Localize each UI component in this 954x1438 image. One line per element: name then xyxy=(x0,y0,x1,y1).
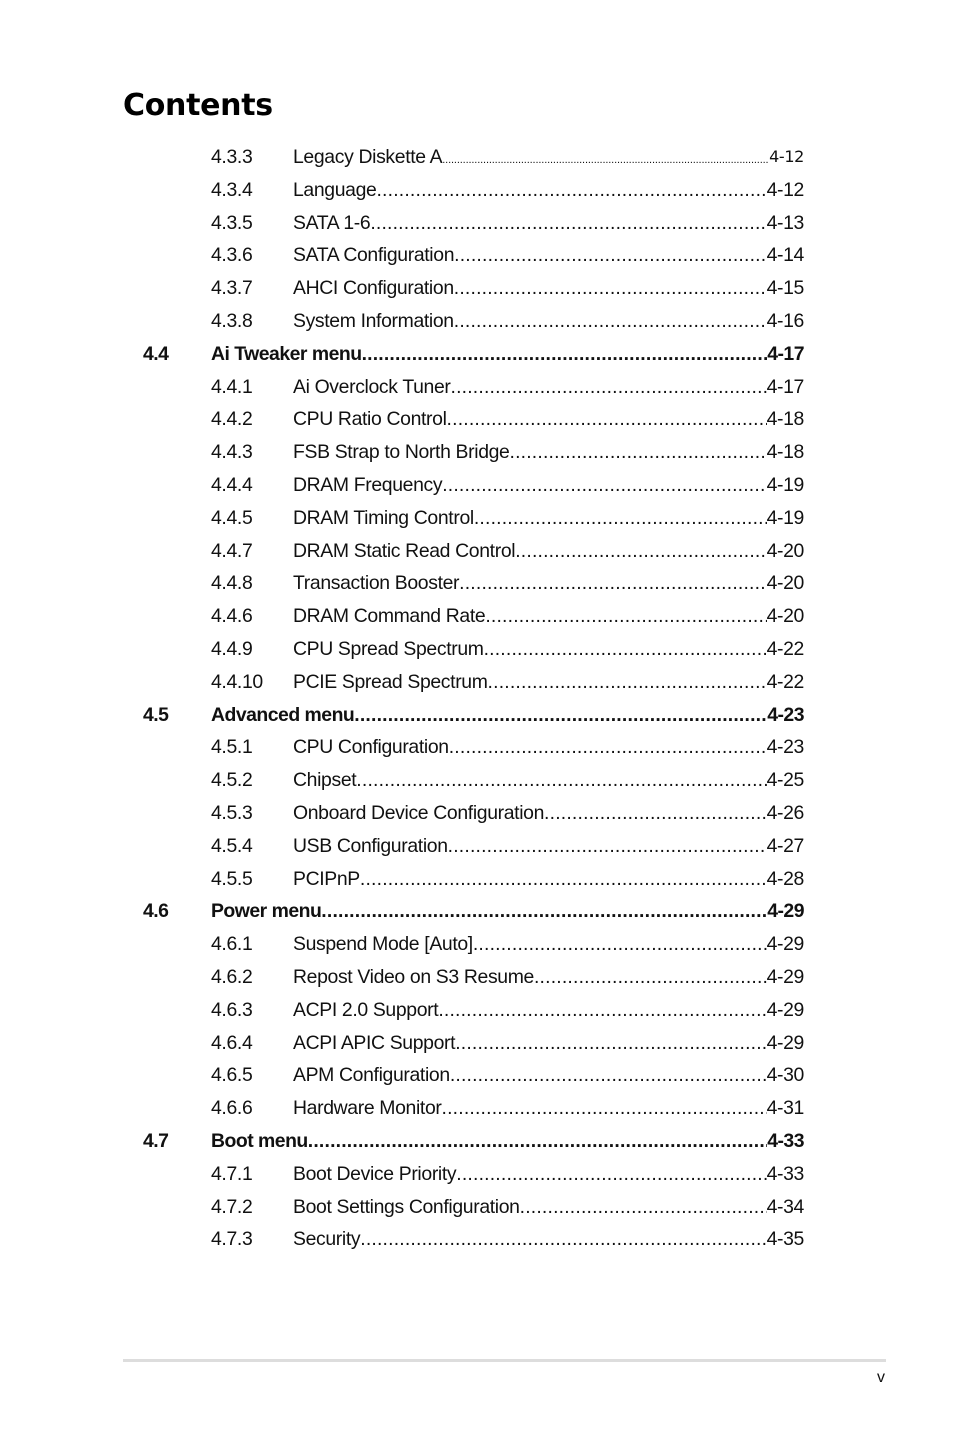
toc-entry-page: 4-33 xyxy=(767,1129,804,1152)
toc-entry xyxy=(293,141,804,177)
toc-entry xyxy=(293,535,804,568)
toc-entry-number: 4.6.2 xyxy=(211,965,253,988)
dot-leader xyxy=(534,961,767,994)
toc-entry xyxy=(293,174,804,207)
toc-entry-title: Chipset xyxy=(293,769,357,792)
dot-leader xyxy=(454,272,767,305)
toc-entry-number: 4.5.4 xyxy=(211,834,253,857)
toc-entry xyxy=(293,403,804,436)
toc-entry-title: Legacy Diskette A xyxy=(293,146,443,168)
dot-leader xyxy=(448,830,767,863)
toc-entry-page: 4-35 xyxy=(766,1228,804,1251)
toc-entry xyxy=(211,895,804,928)
dot-leader xyxy=(454,239,766,272)
toc-entry-row xyxy=(0,1223,954,1256)
toc-entry-title: DRAM Static Read Control xyxy=(293,539,516,562)
dot-leader xyxy=(488,666,767,699)
toc-entry-title: USB Configuration xyxy=(293,834,448,857)
toc-entry-page: 4-30 xyxy=(766,1064,804,1087)
toc-entry-title: Repost Video on S3 Resume xyxy=(293,965,534,988)
dot-leader xyxy=(484,633,767,666)
toc-entry-number: 4.5.3 xyxy=(211,801,253,824)
dot-leader xyxy=(510,436,767,469)
toc-entry-page: 4-27 xyxy=(766,834,804,857)
toc-entry-row xyxy=(0,272,954,305)
toc-entry-page: 4-29 xyxy=(766,1031,804,1054)
toc-entry-page: 4-31 xyxy=(766,1097,804,1120)
toc-entry-row xyxy=(0,239,954,272)
toc-entry xyxy=(293,994,804,1027)
dot-leader xyxy=(354,699,767,732)
toc-entry-number: 4.3.6 xyxy=(211,244,253,267)
toc-entry-number: 4.3.3 xyxy=(211,146,253,168)
toc-entry-row xyxy=(0,928,954,961)
dot-leader xyxy=(360,863,767,896)
toc-entry-number: 4.4.9 xyxy=(211,637,253,660)
toc-entry-row xyxy=(0,764,954,797)
toc-entry-number: 4.6.6 xyxy=(211,1097,253,1120)
toc-entry-title: APM Configuration xyxy=(293,1064,450,1087)
toc-entry-number: 4.4.3 xyxy=(211,441,253,464)
toc-entry-title: SATA Configuration xyxy=(293,244,455,267)
toc-entry-page: 4-33 xyxy=(766,1162,804,1185)
toc-entry xyxy=(293,469,804,502)
toc-entry-number: 4.3.7 xyxy=(211,277,253,300)
toc-section-row xyxy=(0,699,954,732)
toc-entry-title: Boot Device Priority xyxy=(293,1162,457,1185)
toc-section-row xyxy=(0,895,954,928)
toc-entry xyxy=(293,797,804,830)
toc-entry-page: 4-15 xyxy=(766,277,804,300)
toc-entry xyxy=(293,272,804,305)
toc-entry-page: 4-29 xyxy=(766,998,804,1021)
toc-entry-number: 4.6.5 xyxy=(211,1064,253,1087)
toc-entry-number: 4.5.1 xyxy=(211,736,253,759)
toc-entry-row xyxy=(0,371,954,404)
toc-entry-row xyxy=(0,994,954,1027)
toc-entry xyxy=(293,1027,804,1060)
toc-entry-page: 4-20 xyxy=(766,539,804,562)
toc-entry-title: CPU Configuration xyxy=(293,736,449,759)
toc-entry xyxy=(293,207,804,240)
dot-leader xyxy=(438,994,766,1027)
toc-entry xyxy=(293,764,804,797)
toc-entry-number: 4.7.1 xyxy=(211,1162,253,1185)
dot-leader xyxy=(474,502,767,535)
toc-entry-page: 4-14 xyxy=(766,244,804,267)
table-of-contents xyxy=(0,141,954,1256)
toc-entry xyxy=(293,567,804,600)
toc-entry-title: Transaction Booster xyxy=(293,572,460,595)
toc-entry-row xyxy=(0,535,954,568)
toc-entry-number: 4.4.4 xyxy=(211,473,253,496)
toc-entry-number: 4.7.3 xyxy=(211,1228,253,1251)
toc-entry-page: 4-19 xyxy=(766,506,804,529)
toc-entry-row xyxy=(0,1092,954,1125)
toc-entry-number: 4.6.4 xyxy=(211,1031,253,1054)
toc-entry-page: 4-34 xyxy=(766,1195,804,1218)
toc-entry-row xyxy=(0,502,954,535)
toc-entry-title: System Information xyxy=(293,309,454,332)
dot-leader xyxy=(308,1125,767,1158)
toc-entry xyxy=(293,600,804,633)
toc-entry-row xyxy=(0,207,954,240)
toc-entry-page: 4-12 xyxy=(769,147,804,166)
toc-entry-page: 4-29 xyxy=(766,965,804,988)
toc-entry-row xyxy=(0,141,954,174)
toc-entry xyxy=(293,666,804,699)
toc-entry-title: DRAM Command Rate xyxy=(293,605,486,628)
toc-entry xyxy=(293,502,804,535)
toc-entry xyxy=(211,699,804,732)
dot-leader xyxy=(455,1027,766,1060)
toc-entry-row xyxy=(0,305,954,338)
toc-entry-row xyxy=(0,1059,954,1092)
toc-entry-page: 4-22 xyxy=(766,637,804,660)
toc-entry xyxy=(293,1092,804,1125)
toc-entry-title: CPU Spread Spectrum xyxy=(293,637,484,660)
toc-entry-number: 4.7.2 xyxy=(211,1195,253,1218)
toc-entry-page: 4-12 xyxy=(766,178,804,201)
toc-entry-number: 4.4.8 xyxy=(211,572,253,595)
dot-leader xyxy=(451,371,767,404)
footer-rule xyxy=(123,1359,886,1362)
toc-entry-page: 4-23 xyxy=(767,703,804,726)
toc-entry-title: DRAM Frequency xyxy=(293,473,443,496)
toc-entry-page: 4-18 xyxy=(766,441,804,464)
toc-entry-title: Boot menu xyxy=(211,1129,308,1152)
toc-entry-title: PCIE Spread Spectrum xyxy=(293,670,488,693)
dot-leader xyxy=(376,174,766,207)
toc-entry-title: Onboard Device Configuration xyxy=(293,801,545,824)
toc-entry-number: 4.3.5 xyxy=(211,211,253,234)
toc-entry-title: ACPI 2.0 Support xyxy=(293,998,439,1021)
toc-entry-title: Boot Settings Configuration xyxy=(293,1195,520,1218)
toc-entry-row xyxy=(0,403,954,436)
toc-entry xyxy=(293,239,804,272)
toc-entry xyxy=(293,633,804,666)
toc-entry-title: AHCI Configuration xyxy=(293,277,454,300)
toc-entry-number: 4.6 xyxy=(143,900,169,923)
toc-entry-number: 4.3.4 xyxy=(211,178,253,201)
toc-entry-title: Security xyxy=(293,1228,361,1251)
toc-entry-page: 4-17 xyxy=(767,342,804,365)
toc-entry-page: 4-22 xyxy=(766,670,804,693)
toc-entry-number: 4.4.6 xyxy=(211,605,253,628)
dot-leader xyxy=(362,338,768,371)
toc-entry-row xyxy=(0,1191,954,1224)
toc-entry xyxy=(293,961,804,994)
toc-entry-number: 4.4.2 xyxy=(211,408,253,431)
toc-entry xyxy=(293,1223,804,1256)
toc-entry-page: 4-23 xyxy=(766,736,804,759)
toc-entry-title: ACPI APIC Support xyxy=(293,1031,456,1054)
toc-entry-row xyxy=(0,633,954,666)
toc-entry-page: 4-17 xyxy=(766,375,804,398)
toc-entry-number: 4.4.1 xyxy=(211,375,253,398)
page-number: v xyxy=(877,1369,885,1386)
toc-entry-row xyxy=(0,666,954,699)
toc-entry-row xyxy=(0,567,954,600)
toc-entry xyxy=(293,436,804,469)
toc-entry-page: 4-19 xyxy=(766,473,804,496)
page-title: Contents xyxy=(123,88,273,123)
toc-entry-row xyxy=(0,436,954,469)
dot-leader xyxy=(544,797,767,830)
dot-leader xyxy=(447,403,767,436)
toc-entry-title: Ai Overclock Tuner xyxy=(293,375,451,398)
dot-leader xyxy=(442,1092,767,1125)
toc-entry-row xyxy=(0,600,954,633)
toc-entry-row xyxy=(0,797,954,830)
toc-entry-number: 4.4.7 xyxy=(211,539,253,562)
toc-entry xyxy=(211,338,804,371)
dot-leader xyxy=(473,928,767,961)
dot-leader xyxy=(459,567,766,600)
toc-entry-page: 4-16 xyxy=(766,309,804,332)
dot-leader xyxy=(370,207,766,240)
toc-entry-row xyxy=(0,469,954,502)
toc-entry-title: DRAM Timing Control xyxy=(293,506,474,529)
dot-leader xyxy=(321,895,767,928)
toc-entry-title: Ai Tweaker menu xyxy=(211,342,362,365)
dot-leader xyxy=(515,535,766,568)
toc-entry-title: FSB Strap to North Bridge xyxy=(293,441,510,464)
dot-leader xyxy=(442,469,766,502)
toc-entry-row xyxy=(0,731,954,764)
toc-entry xyxy=(293,371,804,404)
toc-entry-number: 4.4.5 xyxy=(211,506,253,529)
dot-leader xyxy=(356,764,766,797)
toc-entry-number: 4.3.8 xyxy=(211,309,253,332)
toc-entry xyxy=(293,830,804,863)
toc-entry-title: Advanced menu xyxy=(211,703,355,726)
toc-entry-title: SATA 1-6 xyxy=(293,211,371,234)
toc-entry-title: Power menu xyxy=(211,900,322,923)
toc-entry-title: Suspend Mode [Auto] xyxy=(293,933,473,956)
toc-entry-title: CPU Ratio Control xyxy=(293,408,447,431)
toc-entry xyxy=(293,1191,804,1224)
toc-entry xyxy=(293,1158,804,1191)
toc-entry-row xyxy=(0,174,954,207)
toc-entry xyxy=(293,863,804,896)
toc-entry xyxy=(293,1059,804,1092)
dot-leader xyxy=(520,1191,767,1224)
toc-entry-page: 4-26 xyxy=(766,801,804,824)
toc-entry-title: PCIPnP xyxy=(293,867,360,890)
dot-leader xyxy=(450,1059,767,1092)
toc-entry-number: 4.5.2 xyxy=(211,769,253,792)
toc-entry-number: 4.5 xyxy=(143,703,169,726)
toc-entry xyxy=(293,305,804,338)
dot-leader xyxy=(360,1223,766,1256)
toc-entry xyxy=(293,731,804,764)
toc-entry-page: 4-20 xyxy=(766,572,804,595)
toc-entry-number: 4.4.10 xyxy=(211,670,263,693)
toc-entry-page: 4-13 xyxy=(766,211,804,234)
toc-entry-page: 4-28 xyxy=(766,867,804,890)
toc-entry-row xyxy=(0,1158,954,1191)
toc-entry xyxy=(211,1125,804,1158)
toc-entry-page: 4-20 xyxy=(766,605,804,628)
toc-entry-page: 4-18 xyxy=(766,408,804,431)
toc-entry-title: Hardware Monitor xyxy=(293,1097,442,1120)
toc-entry-number: 4.7 xyxy=(143,1129,169,1152)
toc-entry-number: 4.5.5 xyxy=(211,867,253,890)
toc-entry-number: 4.6.1 xyxy=(211,933,253,956)
toc-entry-number: 4.4 xyxy=(143,342,169,365)
toc-section-row xyxy=(0,1125,954,1158)
toc-entry-page: 4-29 xyxy=(767,900,804,923)
dot-leader xyxy=(454,305,767,338)
dot-leader xyxy=(485,600,766,633)
toc-entry-number: 4.6.3 xyxy=(211,998,253,1021)
toc-entry-title: Language xyxy=(293,178,377,201)
dot-leader xyxy=(442,141,769,177)
dot-leader xyxy=(456,1158,766,1191)
toc-entry-page: 4-29 xyxy=(766,933,804,956)
toc-entry-row xyxy=(0,863,954,896)
toc-entry-row xyxy=(0,1027,954,1060)
toc-entry-row xyxy=(0,961,954,994)
dot-leader xyxy=(449,731,767,764)
toc-section-row xyxy=(0,338,954,371)
toc-entry-page: 4-25 xyxy=(766,769,804,792)
toc-entry-row xyxy=(0,830,954,863)
toc-entry xyxy=(293,928,804,961)
